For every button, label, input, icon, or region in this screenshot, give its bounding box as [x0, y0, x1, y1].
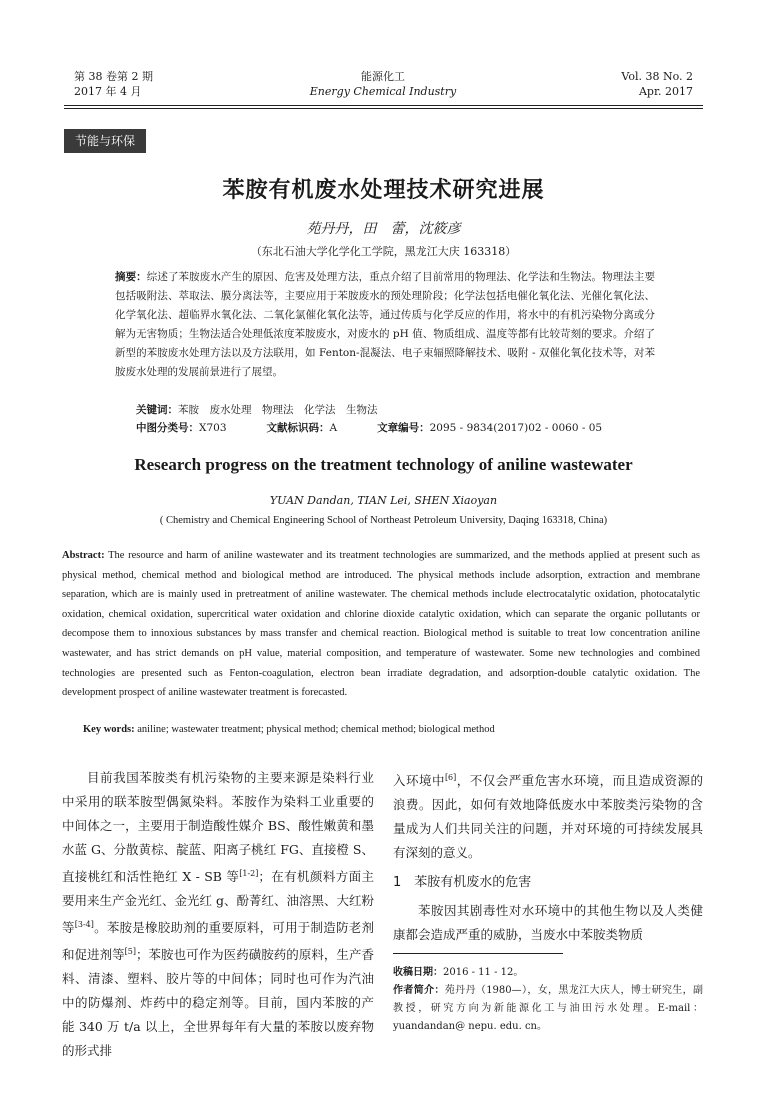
volume-line: Vol. 38 No. 2	[621, 70, 693, 83]
abstract-text-cn: 综述了苯胺废水产生的原因、危害及处理方法，重点介绍了目前常用的物理法、化学法和生物法。物理法主要包括吸附法、萃取法、膜分离法等，主要应用于苯胺废水的预处理阶段；化学法包括电催化氧化法、光催化氧化法、化学氧化法、超临界水氧化法、二氧化氯催化氧化法等，通过传质与化学反应的作用，将水中的有机污染物分离或分解为无害物质；生物法适合处理低浓度苯胺废水，对废水的 pH 值、物质组成、温度等都有比较苛刻的要求。介绍了新型的苯胺废水处理方法以及方法联用，如 Fenton-混凝法、电子束辐照降解技术、吸附 - 双催化氧化技术等，对苯胺废水处理的发展前景进行了展望。	[115, 271, 656, 378]
header-rule	[64, 105, 703, 106]
citation: [3-4]	[74, 920, 94, 930]
month-line: Apr. 2017	[638, 85, 693, 98]
keywords-label-en: Key words:	[83, 724, 135, 735]
footnote	[393, 964, 703, 1036]
authors-cn: 苑丹丹，田 蕾，沈筱彦	[306, 221, 461, 237]
paragraph	[393, 766, 703, 865]
page-title: 苯胺有机废水处理技术研究进展	[222, 178, 545, 203]
classification-line	[136, 420, 656, 436]
citation: [1-2]	[239, 869, 259, 878]
article-no-value: 2095 - 9834(2017)02 - 0060 - 05	[429, 422, 603, 434]
journal-name-cn: 能源化工	[361, 70, 405, 83]
article-no-label: 文章编号：	[377, 422, 430, 434]
abstract-label-en: Abstract:	[62, 550, 105, 561]
citation: [5]	[124, 947, 136, 957]
body-right-column	[393, 766, 703, 947]
body-left-column	[62, 766, 374, 1063]
body-text: 入环境中	[393, 773, 445, 789]
abstract-label-cn: 摘要：	[115, 271, 147, 283]
body-text: 目前我国苯胺类有机污染物的主要来源是染料行业中采用的联苯胺型偶氮染料。苯胺作为染料工业重要的中间体之一，主要用于制造酸性媒介 BS、酸性嫩黄和墨水蓝 G、分散黄棕、靛蓝、阳离子桃红 FG、直接橙 S、直接桃红和活性艳红 X - SB 等	[62, 770, 374, 885]
keywords-text-en: aniline; wastewater treatment; physical method; chemical method; biological method	[137, 724, 495, 735]
issue-line: 第 38 卷第 2 期	[74, 70, 153, 83]
title-en: Research progress on the treatment technology of aniline wastewater	[134, 455, 633, 474]
keywords-text-cn: 苯胺 废水处理 物理法 化学法 生物法	[178, 404, 378, 416]
journal-name-en: Energy Chemical Industry	[309, 85, 457, 98]
doc-code-value: A	[329, 422, 338, 434]
journal-name	[283, 69, 483, 99]
keywords-en	[83, 724, 495, 735]
paragraph: 苯胺因其剧毒性对水环境中的其他生物以及人类健康都会造成严重的威胁，当废水中苯胺类物质	[393, 903, 703, 943]
section-tag: 节能与环保	[64, 129, 146, 153]
body-text: ；苯胺也可作为医药磺胺药的原料，生产香料、清漆、塑料、胶片等的中间体；同时也可作为汽油中的防爆剂、炸药中的稳定剂等。目前，国内苯胺的产能 340 万 t/a 以上，全世界每年有大量的苯胺以废弃物的形式排	[62, 947, 374, 1059]
body-text: ，不仅会严重危害水环境，而且造成资源的浪费。因此，如何有效地降低废水中苯胺类污染物的含量成为人们共同关注的问题，并对环境的可持续发展具有深刻的意义。	[393, 773, 703, 861]
abstract-cn	[115, 268, 655, 382]
received-value: 2016 - 11 - 12。	[443, 967, 524, 978]
affiliation-cn: （东北石油大学化学化工学院，黑龙江大庆 163318）	[250, 245, 517, 258]
journal-issue-cn	[74, 69, 274, 99]
date-line: 2017 年 4 月	[74, 85, 142, 98]
affiliation-en: ( Chemistry and Chemical Engineering School of Northeast Petroleum University, Daqing 163318, China)	[159, 515, 608, 526]
cls-value: X703	[199, 422, 227, 434]
authors-en: YUAN Dandan, TIAN Lei, SHEN Xiaoyan	[269, 494, 498, 507]
author-bio-label: 作者简介：	[393, 985, 445, 996]
body-text: ；在有机颜料方面主要用来生产金光红、金光红 g、酚菁红、油溶黑、大红粉等	[62, 869, 374, 936]
cls-label: 中图分类号：	[136, 422, 199, 434]
keywords-label-cn: 关键词：	[136, 404, 178, 416]
keywords-cn	[136, 402, 378, 418]
header-rule-thin	[64, 108, 703, 109]
citation: [6]	[444, 773, 457, 782]
abstract-text-en: The resource and harm of aniline wastewater and its treatment technologies are summarized, and the methods applied at present such as physical method, chemical method and biological method are introduced. The physical methods include adsorption, extraction and membrane separation, which are is mainly used in pretreatment of aniline wastewater. The chemical methods include electrocatalytic oxidation, photocatalytic oxidation, chemical oxidation, supercritical water oxidation and chlorine dioxide catalytic oxidation, which can separate the organic pollutants or decompose them to innoxious substances by mass transfer and chemical reaction. Biological method is suitable to treat low concentration aniline wastewater, and has strict demands on pH value, material composition, and temperature of wastewater. Some new technologies and combined technologies are presented such as Fenton-coagulation, electron bean irradiate degradation, and adsorption-double catalytic oxidation. The development prospect of aniline wastewater treatment is forecasted.	[62, 550, 701, 699]
section-heading: 1 苯胺有机废水的危害	[393, 875, 532, 891]
author-bio	[393, 982, 703, 1036]
author-bio-text: 苑丹丹（1980—），女，黑龙江大庆人，博士研究生，副教授，研究方向为新能源化工与油田污水处理。E-mail：yuandandan@ nepu. edu. cn。	[393, 985, 704, 1032]
body-text: 。苯胺是橡胶助剂的重要原料，可用于制造防老剂和促进剂等	[62, 920, 374, 963]
abstract-en	[62, 546, 700, 703]
received-label: 收稿日期：	[393, 967, 443, 978]
received-date	[393, 964, 703, 982]
doc-code-label: 文献标识码：	[266, 422, 330, 434]
footnote-rule	[393, 953, 563, 954]
journal-issue-en	[493, 69, 693, 99]
